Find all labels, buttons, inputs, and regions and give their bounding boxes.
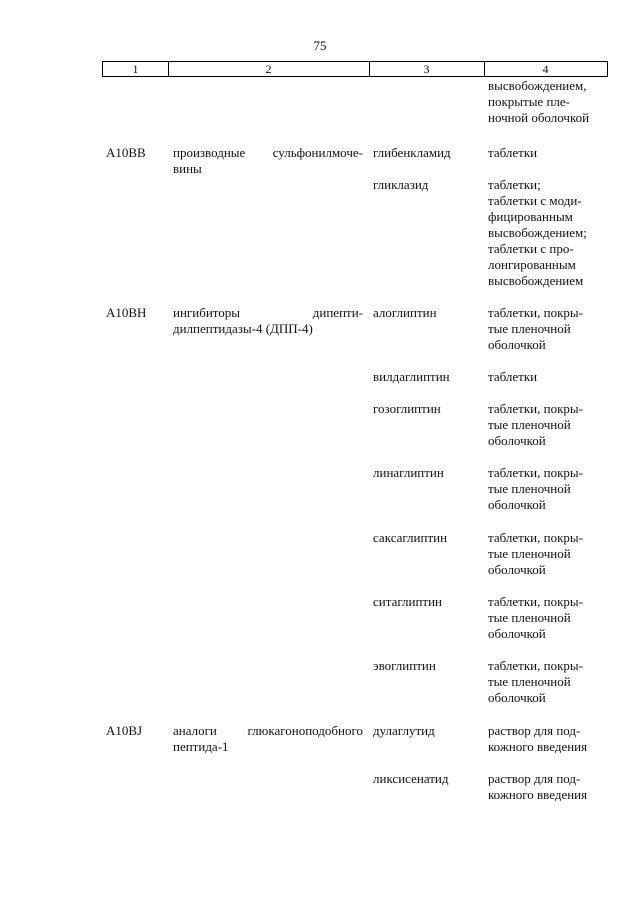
dosage-form: таблетки, покры- тые пленочной оболочкой [488,658,583,705]
drug-name: ликсисенатид [373,771,449,786]
dosage-form: раствор для под- кожного введения [488,771,588,802]
drug-name: глибенкламид [373,145,451,160]
drug-name: гликлазид [373,177,429,192]
dosage-form: таблетки, покры- тые пленочной оболочкой [488,465,583,512]
header-col-3: 3 [369,62,485,76]
dosage-form: таблетки, покры- тые пленочной оболочкой [488,401,583,448]
dosage-form: таблетки, покры- тые пленочной оболочкой [488,305,583,352]
drug-name: алоглиптин [373,305,437,320]
dosage-form: раствор для под- кожного введения [488,723,588,754]
page-number: 75 [313,38,327,53]
continued-dosage-form: высвобождением, покрытые пле- ночной оболочкой [488,78,590,125]
atc-code: A10BB [106,145,146,160]
header-col-2: 2 [168,62,370,76]
drug-name: вилдаглиптин [373,369,450,384]
drug-name: дулаглутид [373,723,435,738]
group-description: аналоги глюкагоноподобного пептида-1 [173,723,363,754]
atc-code: A10BJ [106,723,143,738]
dosage-form: таблетки, покры- тые пленочной оболочкой [488,594,583,641]
dosage-form: таблетки, покры- тые пленочной оболочкой [488,530,583,577]
drug-name: саксаглиптин [373,530,448,545]
drug-name: гозоглиптин [373,401,441,416]
group-description: ингибиторы дипепти-дилпептидазы-4 (ДПП-4) [173,305,363,336]
dosage-form: таблетки [488,369,538,384]
drug-name: эвоглиптин [373,658,436,673]
atc-code: A10BH [106,305,147,320]
table-header [102,61,608,77]
dosage-form: таблетки [488,145,538,160]
header-col-4: 4 [484,62,608,76]
drug-name: линаглиптин [373,465,444,480]
group-description: производные сульфонилмоче-вины [173,145,363,176]
dosage-form: таблетки; таблетки с моди- фицированным высвобождением; таблетки с про- лонгированным высвобождением [488,177,587,288]
header-col-1: 1 [103,62,169,76]
drug-name: ситаглиптин [373,594,443,609]
